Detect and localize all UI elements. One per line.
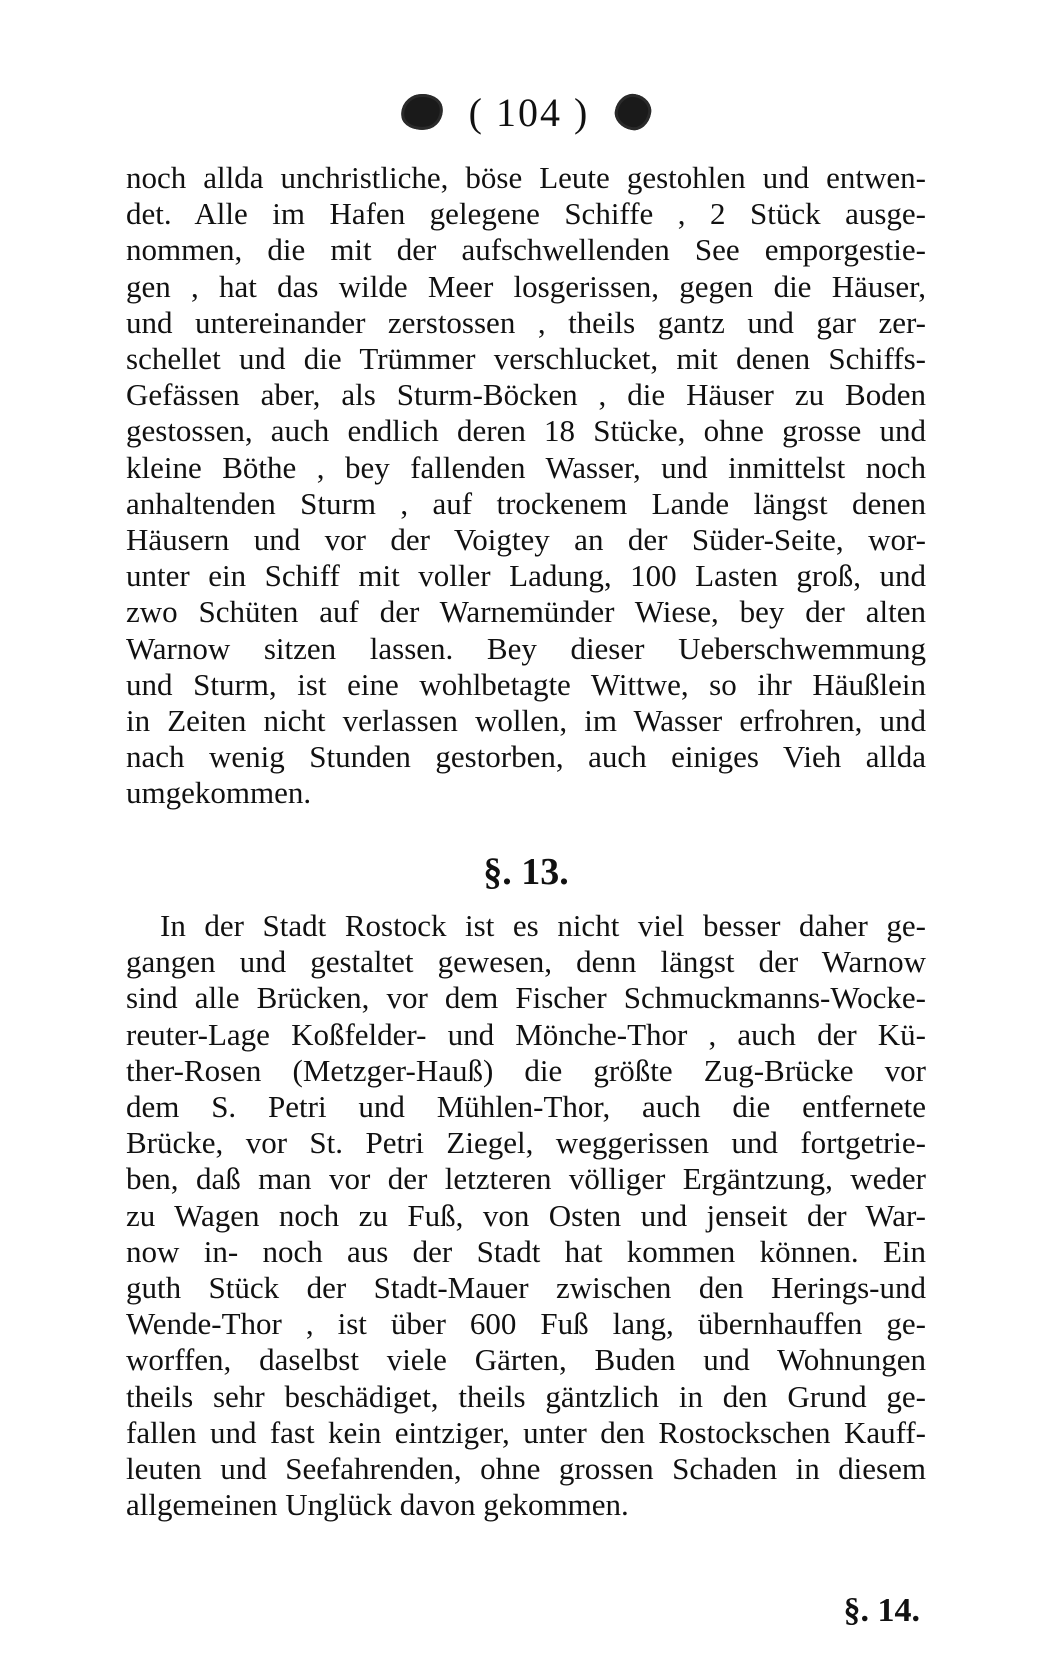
paragraph-2	[126, 908, 926, 1523]
text-line: kleine Böthe , bey fallenden Wasser, und inmittelst noch	[126, 449, 926, 485]
text-line: und untereinander zerstossen , theils gantz und gar zer-	[126, 304, 926, 340]
section-heading: §. 13.	[483, 851, 569, 893]
text-line: worffen, daselbst viele Gärten, Buden und Wohnungen	[126, 1342, 926, 1378]
text-line: fallen und fast kein eintziger, unter den Rostockschen Kauff-	[126, 1414, 926, 1450]
text-line: ben, daß man vor der letzteren völliger Ergäntzung, weder	[126, 1161, 926, 1197]
text-line: und Sturm, ist eine wohlbetagte Wittwe, so ihr Häußlein	[126, 666, 926, 702]
text-line: gestossen, auch endlich deren 18 Stücke, ohne grosse und	[126, 413, 926, 449]
ornament-left-icon	[398, 91, 445, 132]
text-line: guth Stück der Stadt-Mauer zwischen den Herings-und	[126, 1270, 926, 1306]
text-line: now in- noch aus der Stadt hat kommen können. Ein	[126, 1233, 926, 1269]
text-line: anhaltenden Sturm , auf trockenem Lande längst denen	[126, 485, 926, 521]
text-line: nommen, die mit der aufschwellenden See emporgestie-	[126, 232, 926, 268]
text-line: In der Stadt Rostock ist es nicht viel besser daher ge-	[160, 908, 926, 943]
paragraph-1	[126, 160, 926, 812]
text-line: allgemeinen Unglück davon gekommen.	[126, 1487, 629, 1523]
text-line: umgekommen.	[126, 775, 312, 811]
text-line: noch allda unchristliche, böse Leute gestohlen und entwen-	[126, 160, 926, 195]
text-line: gen , hat das wilde Meer losgerissen, gegen die Häuser,	[126, 268, 926, 304]
text-line: det. Alle im Hafen gelegene Schiffe , 2 Stück ausge-	[126, 196, 926, 232]
text-line: Häusern und vor der Voigtey an der Süder-Seite, wor-	[126, 522, 926, 558]
text-line: in Zeiten nicht verlassen wollen, im Wasser erfrohren, und	[126, 703, 926, 739]
catchword: §. 14.	[843, 1592, 920, 1629]
text-line: reuter-Lage Koßfelder- und Mönche-Thor , auch der Kü-	[126, 1016, 926, 1052]
text-line: sind alle Brücken, vor dem Fischer Schmuckmanns-Wocke-	[126, 980, 926, 1016]
text-line: zwo Schüten auf der Warnemünder Wiese, bey der alten	[126, 594, 926, 630]
text-line: Wende-Thor , ist über 600 Fuß lang, übernhauffen ge-	[126, 1306, 926, 1342]
text-line: dem S. Petri und Mühlen-Thor, auch die entfernete	[126, 1089, 926, 1125]
text-line: nach wenig Stunden gestorben, auch einiges Vieh allda	[126, 739, 926, 775]
text-line: gangen und gestaltet gewesen, denn längst der Warnow	[126, 944, 926, 980]
text-line: Brücke, vor St. Petri Ziegel, weggerissen und fortgetrie-	[126, 1125, 926, 1161]
text-line: unter ein Schiff mit voller Ladung, 100 Lasten groß, und	[126, 558, 926, 594]
page-number: ( 104 )	[468, 89, 590, 135]
text-line: theils sehr beschädiget, theils gäntzlich in den Grund ge-	[126, 1378, 926, 1414]
page-header	[0, 82, 1052, 142]
text-line: Warnow sitzen lassen. Bey dieser Ueberschwemmung	[126, 630, 926, 666]
text-line: ther-Rosen (Metzger-Hauß) die größte Zug-Brücke vor	[126, 1052, 926, 1088]
text-line: Gefässen aber, als Sturm-Böcken , die Häuser zu Boden	[126, 377, 926, 413]
text-line: schellet und die Trümmer verschlucket, mit denen Schiffs-	[126, 341, 926, 377]
text-line: zu Wagen noch zu Fuß, von Osten und jenseit der War-	[126, 1197, 926, 1233]
text-line: leuten und Seefahrenden, ohne grossen Schaden in diesem	[126, 1451, 926, 1487]
ornament-right-icon	[612, 91, 654, 133]
